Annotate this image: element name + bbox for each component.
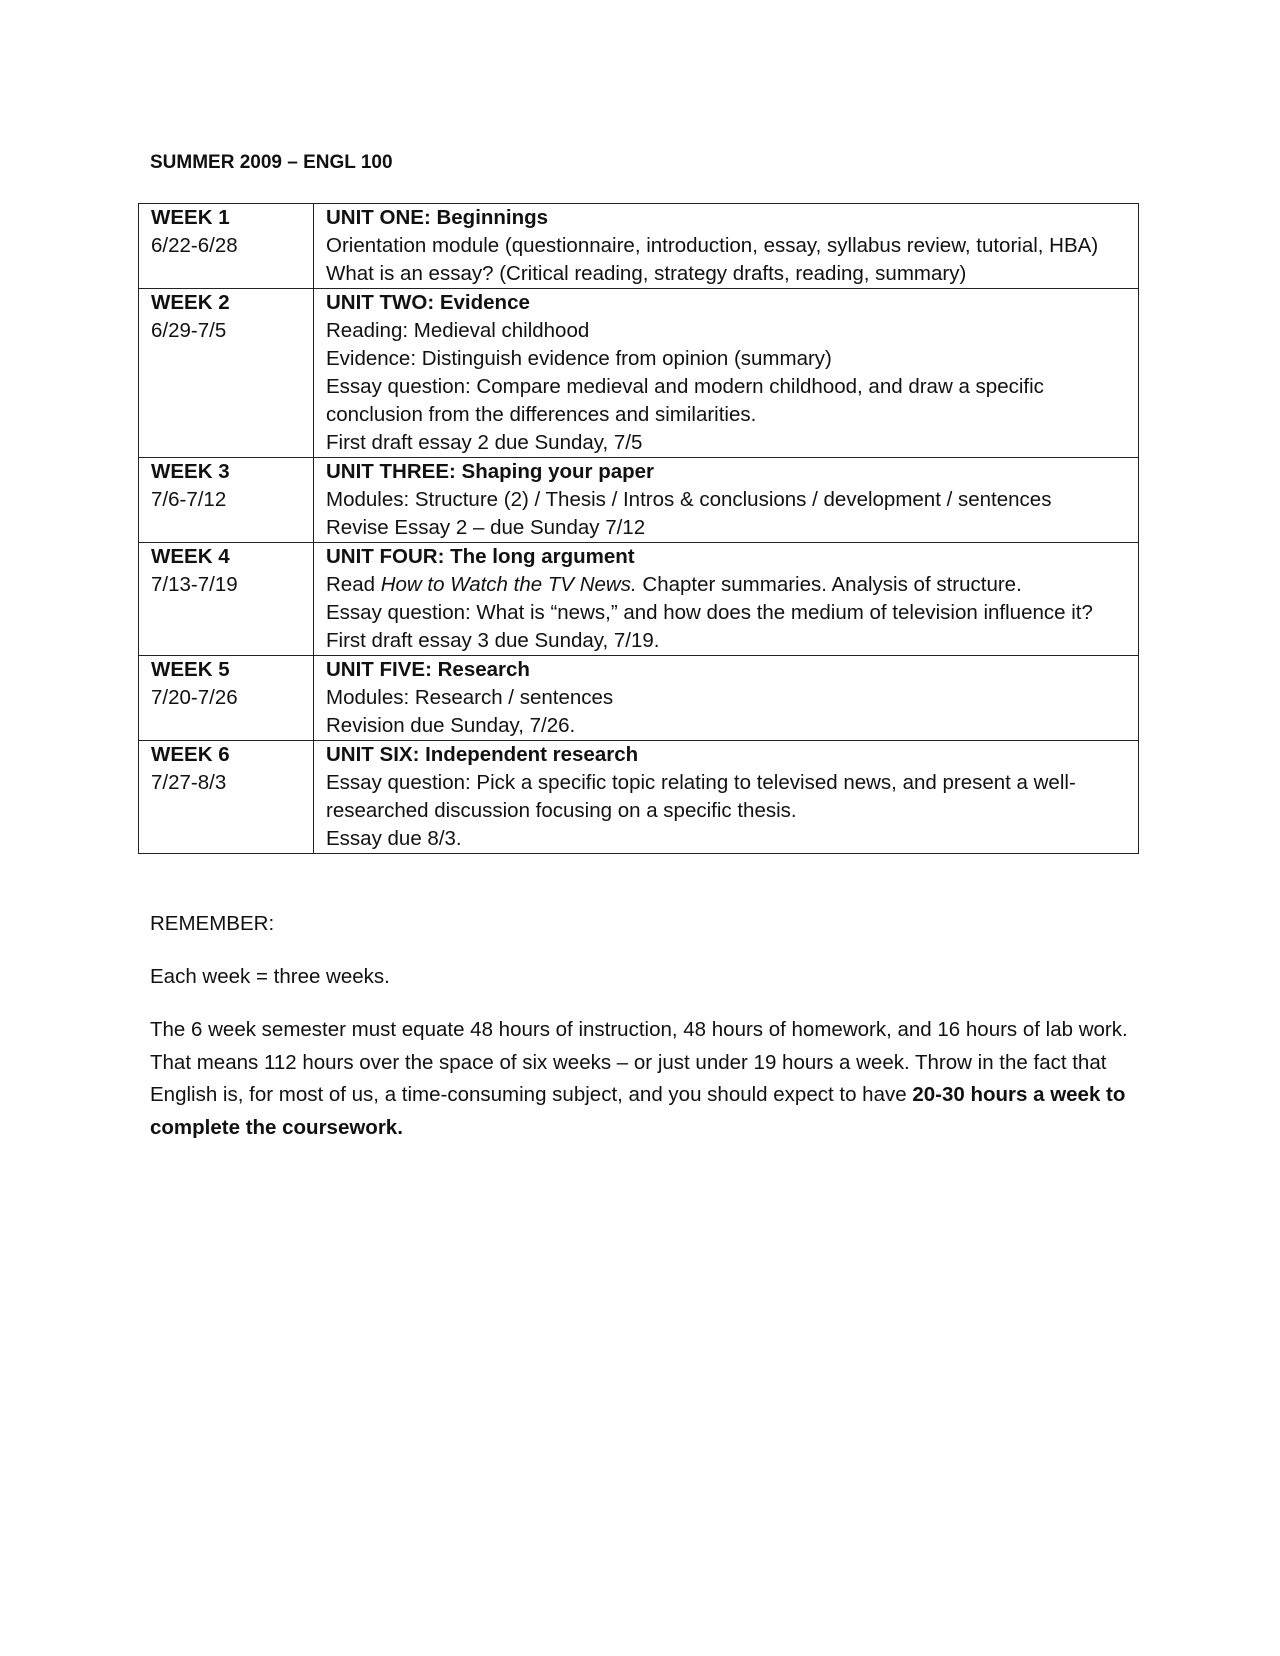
workload-text: The 6 week semester must equate 48 hours of instruction, 48 hours of homework, and 16 hours of lab work. That means 112 hours over the space of six weeks – or just under 19 hours a week. Throw in the fact that English is, for most of us, a time-consuming subject, and you should expect to have: [150, 1018, 1128, 1106]
week-cell: [139, 741, 314, 854]
unit-detail-line: Modules: Structure (2) / Thesis / Intros & conclusions / development / sentences: [326, 488, 1052, 511]
unit-cell: [314, 741, 1139, 854]
unit-detail-line: Modules: Research / sentences: [326, 686, 614, 709]
week-label: WEEK 1: [151, 206, 230, 229]
unit-detail-line: First draft essay 2 due Sunday, 7/5: [326, 431, 643, 454]
read-suffix: Chapter summaries. Analysis of structure.: [636, 573, 1022, 596]
unit-detail-line: First draft essay 3 due Sunday, 7/19.: [326, 629, 660, 652]
table-row: [139, 289, 1139, 458]
week-label: WEEK 2: [151, 291, 230, 314]
week-dates: 7/27-8/3: [151, 771, 227, 794]
unit-title: UNIT ONE: Beginnings: [326, 206, 549, 229]
week-label: WEEK 6: [151, 743, 230, 766]
unit-detail-line: Essay question: What is “news,” and how does the medium of television influence it?: [326, 601, 1093, 624]
week-cell: [139, 204, 314, 289]
week-dates: 7/13-7/19: [151, 573, 238, 596]
week-dates: 6/29-7/5: [151, 319, 227, 342]
week-label: WEEK 3: [151, 460, 230, 483]
week-cell: [139, 289, 314, 458]
week-dates: 7/20-7/26: [151, 686, 238, 709]
remember-heading: REMEMBER:: [150, 912, 275, 935]
table-row: [139, 656, 1139, 741]
unit-cell: [314, 289, 1139, 458]
unit-cell: [314, 204, 1139, 289]
unit-cell: [314, 458, 1139, 543]
unit-detail-line: Revise Essay 2 – due Sunday 7/12: [326, 516, 646, 539]
each-week-note: Each week = three weeks.: [150, 965, 390, 988]
week-cell: [139, 543, 314, 656]
week-label: WEEK 4: [151, 545, 230, 568]
book-title: How to Watch the TV News.: [380, 573, 637, 596]
table-row: [139, 741, 1139, 854]
unit-detail-line: Revision due Sunday, 7/26.: [326, 714, 576, 737]
table-row: [139, 204, 1139, 289]
week-dates: 6/22-6/28: [151, 234, 238, 257]
week-dates: 7/6-7/12: [151, 488, 227, 511]
unit-detail-line: Reading: Medieval childhood: [326, 319, 590, 342]
unit-detail-line: Essay question: Compare medieval and modern childhood, and draw a specific conclusion from the differences and similarities.: [326, 375, 1044, 426]
document-title: SUMMER 2009 – ENGL 100: [150, 152, 393, 173]
read-prefix: Read: [326, 573, 381, 596]
unit-title: UNIT FIVE: Research: [326, 658, 530, 681]
week-label: WEEK 5: [151, 658, 230, 681]
unit-detail-line: Essay due 8/3.: [326, 827, 462, 850]
week-cell: [139, 458, 314, 543]
workload-emphasis: 20-30 hours a week to complete the coursework.: [150, 1083, 1126, 1139]
table-row: [139, 458, 1139, 543]
unit-detail-line: Essay question: Pick a specific topic relating to televised news, and present a well-researched discussion focusing on a specific thesis.: [326, 771, 1076, 822]
unit-detail-line: Orientation module (questionnaire, introduction, essay, syllabus review, tutorial, HBA): [326, 234, 1099, 257]
unit-cell: [314, 543, 1139, 656]
workload-paragraph: [150, 1014, 1130, 1144]
schedule-table: [138, 203, 1139, 854]
table-row: [139, 543, 1139, 656]
unit-cell: [314, 656, 1139, 741]
unit-title: UNIT TWO: Evidence: [326, 291, 530, 314]
unit-title: UNIT THREE: Shaping your paper: [326, 460, 655, 483]
unit-detail-line: What is an essay? (Critical reading, strategy drafts, reading, summary): [326, 262, 967, 285]
unit-detail-line: Evidence: Distinguish evidence from opinion (summary): [326, 347, 832, 370]
week-cell: [139, 656, 314, 741]
unit-detail-line: [326, 571, 1128, 599]
unit-title: UNIT FOUR: The long argument: [326, 545, 635, 568]
unit-title: UNIT SIX: Independent research: [326, 743, 639, 766]
